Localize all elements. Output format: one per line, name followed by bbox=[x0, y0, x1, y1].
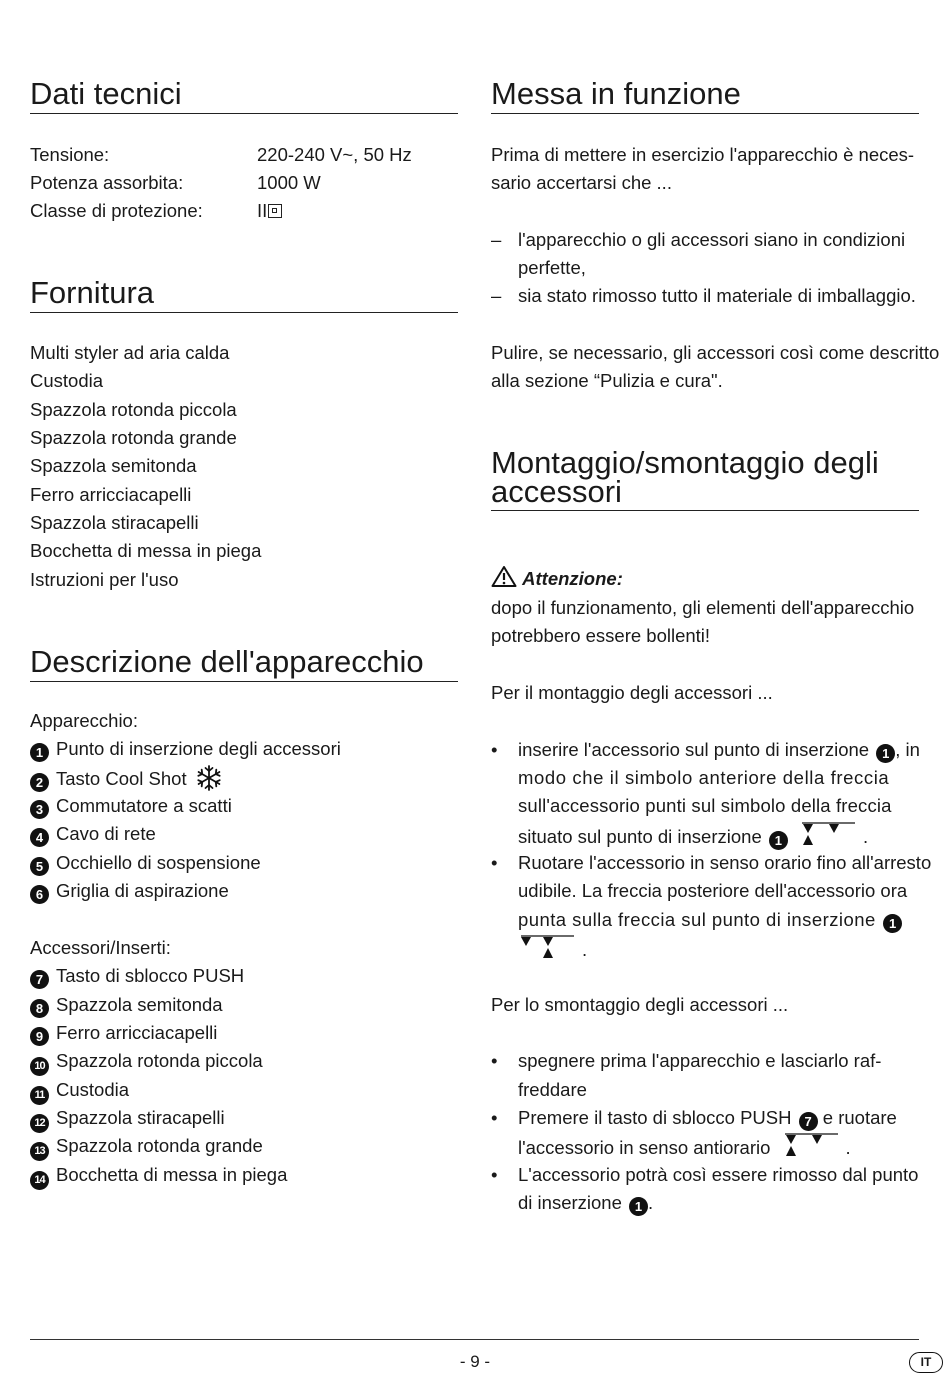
device-item bbox=[30, 849, 261, 877]
number-badge: 5 bbox=[30, 857, 49, 876]
number-badge: 1 bbox=[769, 831, 788, 850]
number-badge: 7 bbox=[30, 970, 49, 989]
bullet-line: spegnere prima l'apparecchio e lasciarlo raf- bbox=[518, 1050, 882, 1071]
dash-marker: – bbox=[491, 285, 502, 306]
protection-class-icon bbox=[268, 204, 282, 218]
bullet-line: sull'accessorio punti sul simbolo della freccia bbox=[518, 795, 892, 816]
number-badge: 11 bbox=[30, 1086, 49, 1105]
bullet-line-text: l'accessorio in senso antiorario bbox=[518, 1137, 771, 1158]
arrow-alignment-icon bbox=[799, 821, 857, 847]
number-badge: 6 bbox=[30, 885, 49, 904]
list-item: Spazzola stiracapelli bbox=[30, 512, 199, 533]
warning-triangle-icon bbox=[491, 565, 517, 588]
device-item bbox=[30, 877, 229, 905]
accessory-item-text: Tasto di sblocco PUSH bbox=[56, 965, 245, 986]
accessory-item bbox=[30, 1076, 129, 1105]
device-item bbox=[30, 764, 223, 793]
bullet-line: freddare bbox=[518, 1079, 587, 1100]
paragraph-line: dopo il funzionamento, gli elementi dell'apparecchio bbox=[491, 597, 915, 618]
list-item: Custodia bbox=[30, 370, 104, 391]
section-title-fornitura: Fornitura bbox=[30, 278, 458, 313]
device-item-text: Tasto Cool Shot bbox=[56, 768, 187, 789]
paragraph-line: Pulire, se necessario, gli accessori così come descritto bbox=[491, 342, 940, 363]
bullet-line-text: di inserzione bbox=[518, 1192, 622, 1213]
paragraph-line: sario accertarsi che ... bbox=[491, 172, 672, 193]
section-title-line: Montaggio/smontaggio degli bbox=[491, 445, 879, 480]
accessory-item-text: Spazzola semitonda bbox=[56, 994, 223, 1015]
bullet-line bbox=[518, 1189, 653, 1217]
bullet-line bbox=[518, 1104, 897, 1132]
device-item-text: Occhiello di sospensione bbox=[56, 852, 261, 873]
number-badge: 8 bbox=[30, 999, 49, 1018]
bullet-line-text: Premere il tasto di sblocco PUSH bbox=[518, 1107, 792, 1128]
bullet-line-text: . bbox=[845, 1137, 851, 1158]
device-item bbox=[30, 735, 341, 763]
bullet-line-text: e ruotare bbox=[822, 1107, 897, 1128]
section-title-messa-in-funzione: Messa in funzione bbox=[491, 79, 919, 114]
list-item: Spazzola rotonda piccola bbox=[30, 399, 237, 420]
spec-label: Potenza assorbita: bbox=[30, 172, 184, 193]
language-badge: IT bbox=[909, 1352, 943, 1373]
spec-label: Tensione: bbox=[30, 144, 110, 165]
arrow-counterclockwise-icon bbox=[782, 1132, 840, 1158]
spec-label: Classe di protezione: bbox=[30, 200, 203, 221]
accessories-label: Accessori/Inserti: bbox=[30, 937, 171, 958]
paragraph-line: Per lo smontaggio degli accessori ... bbox=[491, 994, 789, 1015]
device-item bbox=[30, 792, 232, 820]
arrow-aligned-icon bbox=[518, 934, 576, 960]
number-badge: 2 bbox=[30, 773, 49, 792]
footer-divider bbox=[30, 1339, 919, 1340]
accessory-item-text: Custodia bbox=[56, 1079, 130, 1100]
bullet-marker: • bbox=[491, 852, 498, 873]
device-item-text: Cavo di rete bbox=[56, 823, 156, 844]
accessory-item bbox=[30, 1104, 225, 1133]
accessory-item bbox=[30, 1019, 217, 1047]
number-badge: 10 bbox=[30, 1057, 49, 1076]
number-badge: 1 bbox=[629, 1197, 648, 1216]
paragraph-line: Per il montaggio degli accessori ... bbox=[491, 682, 773, 703]
bullet-marker: • bbox=[491, 739, 498, 760]
paragraph-line: Prima di mettere in esercizio l'apparecchio è neces- bbox=[491, 144, 915, 165]
bullet-line bbox=[518, 906, 902, 934]
accessory-item bbox=[30, 991, 223, 1019]
bullet-marker: • bbox=[491, 1164, 498, 1185]
bullet-line bbox=[518, 821, 868, 851]
device-item-text: Punto di inserzione degli accessori bbox=[56, 738, 341, 759]
device-item-text: Commutatore a scatti bbox=[56, 795, 232, 816]
dash-item-text: perfette, bbox=[518, 257, 586, 278]
device-label: Apparecchio: bbox=[30, 710, 138, 731]
spec-value: 1000 W bbox=[257, 172, 321, 193]
warning-title: Attenzione: bbox=[522, 568, 623, 589]
accessory-item-text: Spazzola rotonda piccola bbox=[56, 1050, 263, 1071]
number-badge: 1 bbox=[883, 914, 902, 933]
bullet-line: udibile. La freccia posteriore dell'accessorio ora bbox=[518, 880, 908, 901]
number-badge: 4 bbox=[30, 828, 49, 847]
bullet-line-text: , in bbox=[895, 739, 920, 760]
spec-value: 220-240 V~, 50 Hz bbox=[257, 144, 412, 165]
accessory-item bbox=[30, 1047, 263, 1076]
dash-marker: – bbox=[491, 229, 502, 250]
number-badge: 14 bbox=[30, 1171, 49, 1190]
bullet-line bbox=[518, 934, 587, 964]
page-number: - 9 - bbox=[459, 1352, 491, 1371]
bullet-line: Ruotare l'accessorio in senso orario fino all'arresto bbox=[518, 852, 932, 873]
number-badge: 3 bbox=[30, 800, 49, 819]
accessory-item bbox=[30, 1132, 263, 1161]
warning-heading bbox=[491, 565, 623, 593]
bullet-line-text: situato sul punto di inserzione bbox=[518, 826, 762, 847]
section-title-line: accessori bbox=[491, 474, 622, 509]
dash-item-text: sia stato rimosso tutto il materiale di imballaggio. bbox=[518, 285, 916, 306]
bullet-line-text: punta sulla freccia sul punto di inserzione bbox=[518, 909, 876, 930]
accessory-item bbox=[30, 962, 244, 990]
accessory-item bbox=[30, 1161, 287, 1190]
number-badge: 1 bbox=[876, 744, 895, 763]
bullet-line bbox=[518, 736, 920, 764]
list-item: Ferro arricciacapelli bbox=[30, 484, 192, 505]
section-title-descrizione: Descrizione dell'apparecchio bbox=[30, 647, 458, 682]
number-badge: 13 bbox=[30, 1142, 49, 1161]
accessory-item-text: Spazzola stiracapelli bbox=[56, 1107, 225, 1128]
bullet-marker: • bbox=[491, 1050, 498, 1071]
number-badge: 7 bbox=[799, 1112, 818, 1131]
list-item: Bocchetta di messa in piega bbox=[30, 540, 262, 561]
bullet-line-text: . bbox=[648, 1192, 654, 1213]
paragraph-line: potrebbero essere bollenti! bbox=[491, 625, 711, 646]
snowflake-icon bbox=[195, 764, 223, 792]
bullet-line: modo che il simbolo anteriore della freccia bbox=[518, 767, 890, 788]
number-badge: 12 bbox=[30, 1114, 49, 1133]
paragraph-line: alla sezione “Pulizia e cura". bbox=[491, 370, 723, 391]
device-item-text: Griglia di aspirazione bbox=[56, 880, 229, 901]
spec-value-wrapper bbox=[257, 197, 282, 225]
list-item: Multi styler ad aria calda bbox=[30, 342, 230, 363]
bullet-line-text: . bbox=[863, 826, 869, 847]
number-badge: 1 bbox=[30, 743, 49, 762]
accessory-item-text: Bocchetta di messa in piega bbox=[56, 1164, 288, 1185]
spec-value: II bbox=[257, 200, 268, 221]
list-item: Istruzioni per l'uso bbox=[30, 569, 179, 590]
bullet-line-text: . bbox=[582, 939, 588, 960]
device-item bbox=[30, 820, 156, 848]
bullet-marker: • bbox=[491, 1107, 498, 1128]
number-badge: 9 bbox=[30, 1027, 49, 1046]
list-item: Spazzola semitonda bbox=[30, 455, 197, 476]
bullet-line-text: inserire l'accessorio sul punto di inserzione bbox=[518, 739, 870, 760]
list-item: Spazzola rotonda grande bbox=[30, 427, 237, 448]
dash-item-text: l'apparecchio o gli accessori siano in condizioni bbox=[518, 229, 906, 250]
bullet-line bbox=[518, 1132, 851, 1162]
section-title-dati-tecnici: Dati tecnici bbox=[30, 79, 458, 114]
accessory-item-text: Ferro arricciacapelli bbox=[56, 1022, 218, 1043]
accessory-item-text: Spazzola rotonda grande bbox=[56, 1135, 263, 1156]
bullet-line: L'accessorio potrà così essere rimosso dal punto bbox=[518, 1164, 919, 1185]
section-title-montaggio bbox=[491, 445, 919, 511]
